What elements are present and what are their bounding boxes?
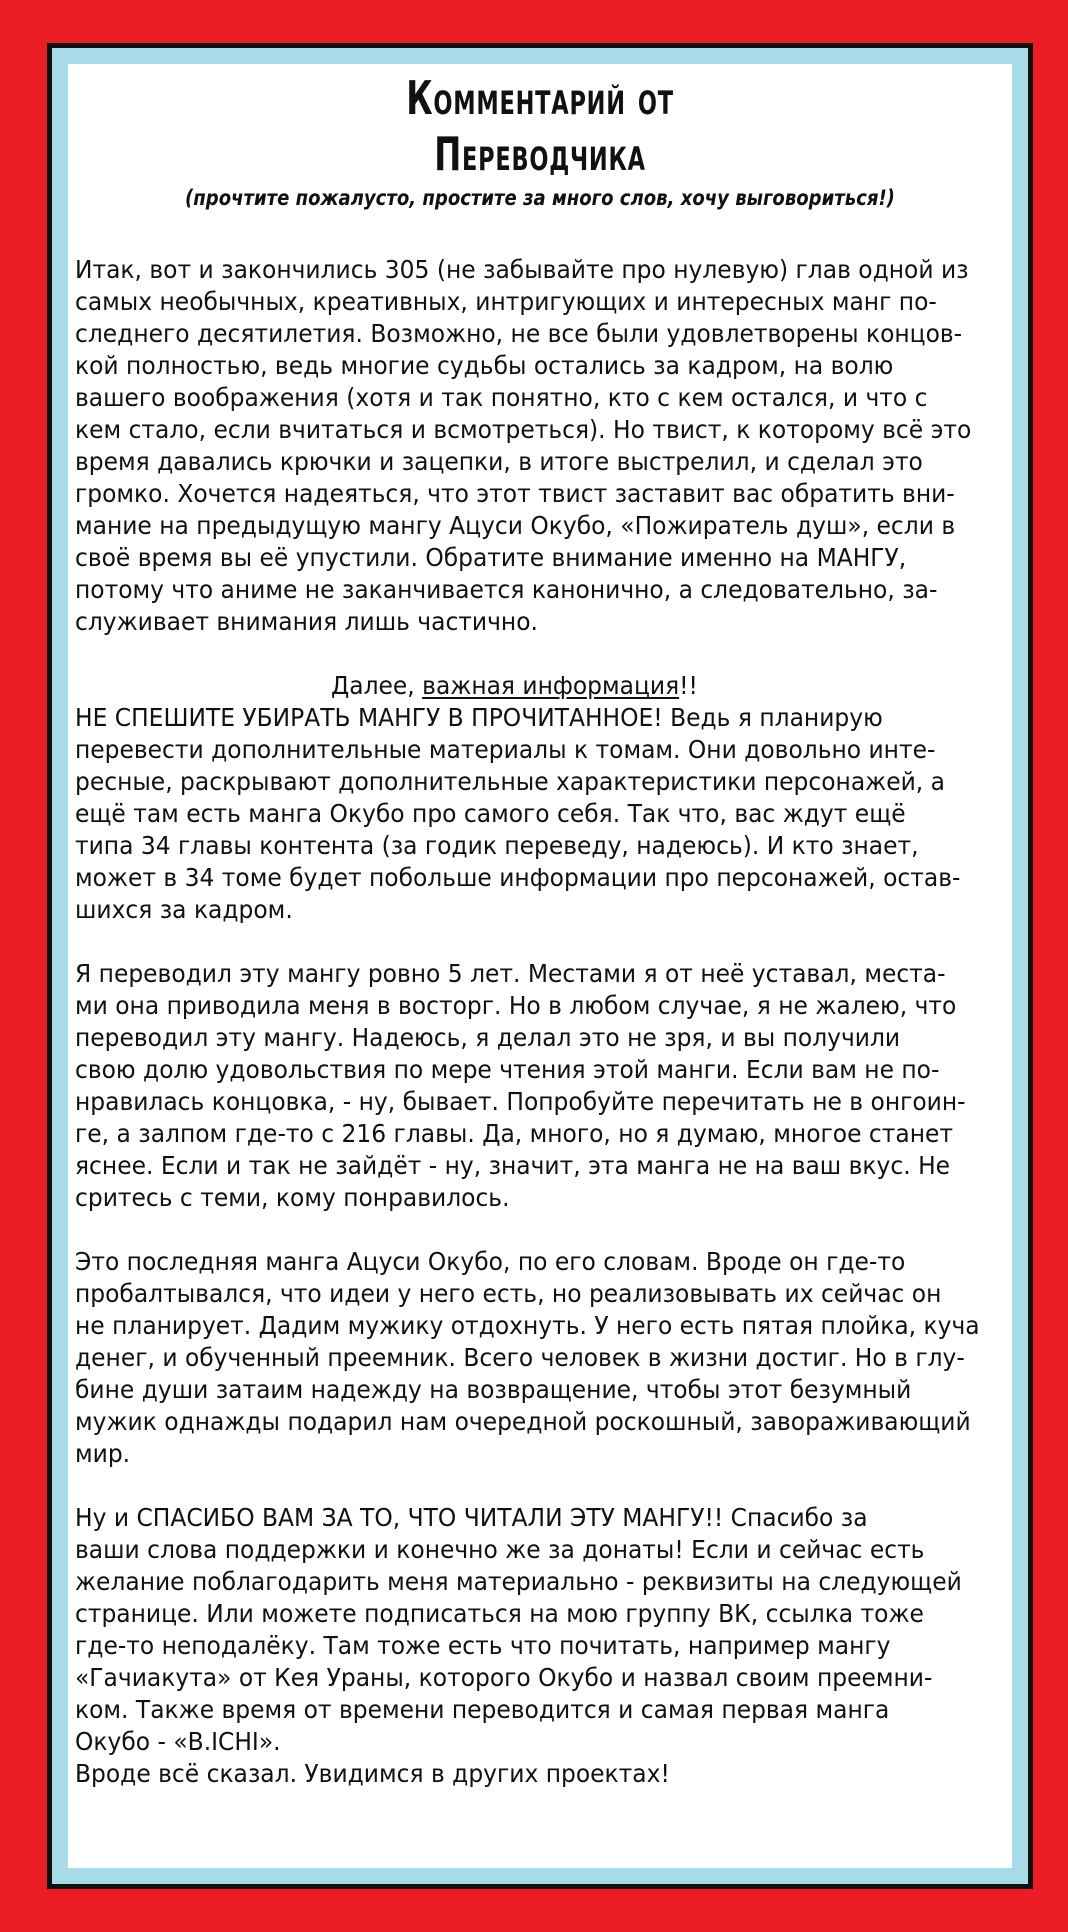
paragraph-1	[75, 254, 972, 638]
text-line: самых необычных, креативных, интригующих и интересных манг по-	[75, 287, 937, 316]
text-line: кем стало, если вчитаться и всмотреться). Но твист, к которому всё это	[75, 415, 972, 444]
text-line: своё время вы её упустили. Обратите внимание именно на МАНГУ,	[75, 543, 907, 572]
text-line: Это последняя манга Ацуси Окубо, по его словам. Вроде он где-то	[75, 1247, 906, 1276]
title-line-1: Комментарий от	[406, 71, 674, 125]
important-notice-line	[75, 670, 954, 702]
text-line: мание на предыдущую мангу Ацуси Окубо, «Пожиратель душ», если в	[75, 511, 956, 540]
text-line: «Гачиакута» от Кея Ураны, которого Окубо и назвал своим преемни-	[75, 1663, 933, 1692]
paragraph-4	[75, 1246, 980, 1470]
text-line: ресные, раскрывают дополнительные характеристики персонажей, а	[75, 767, 945, 796]
text-line: ещё там есть манга Окубо про самого себя. Так что, вас ждут ещё	[75, 799, 906, 828]
notice-prefix: Далее,	[331, 671, 423, 700]
paragraph-gap	[75, 638, 954, 670]
paragraph-3	[75, 958, 966, 1214]
text-line: шихся за кадром.	[75, 895, 293, 924]
text-line: вашего воображения (хотя и так понятно, кто с кем остался, и что с	[75, 383, 928, 412]
text-line: желание поблагодарить меня материально - реквизиты на следующей	[75, 1567, 962, 1596]
paragraph-5	[75, 1502, 962, 1790]
text-line: свою долю удовольствия по мере чтения этой манги. Если вам не по-	[75, 1055, 940, 1084]
text-line: Ну и СПАСИБО ВАМ ЗА ТО, ЧТО ЧИТАЛИ ЭТУ МАНГУ!! Спасибо за	[75, 1503, 868, 1532]
text-line: время давались крючки и зацепки, в итоге выстрелил, и сделал это	[75, 447, 923, 476]
comment-body	[75, 254, 980, 1790]
text-line: перевести дополнительные материалы к томам. Они довольно инте-	[75, 735, 936, 764]
text-line: пробалтывался, что идеи у него есть, но реализовывать их сейчас он	[75, 1279, 942, 1308]
paragraph-2	[75, 702, 961, 926]
text-line: сритесь с теми, кому понравилось.	[75, 1183, 510, 1212]
title-line-2: Переводчика	[434, 127, 646, 181]
comment-page	[68, 64, 1012, 1868]
text-line: Вроде всё сказал. Увидимся в других проектах!	[75, 1759, 670, 1788]
text-line: переводил эту мангу. Надеюсь, я делал это не зря, и вы получили	[75, 1023, 901, 1052]
text-line: громко. Хочется надеяться, что этот твист заставит вас обратить вни-	[75, 479, 955, 508]
text-line: ге, а залпом где-то с 216 главы. Да, много, но я думаю, многое станет	[75, 1119, 953, 1148]
text-line: бине души затаим надежду на возвращение, чтобы этот безумный	[75, 1375, 912, 1404]
paragraph-gap	[75, 1214, 954, 1246]
text-line: НЕ СПЕШИТЕ УБИРАТЬ МАНГУ В ПРОЧИТАННОЕ! Ведь я планирую	[75, 703, 883, 732]
important-info-link: важная информация	[422, 671, 680, 700]
page-title	[172, 70, 908, 182]
text-line: служивает внимания лишь частично.	[75, 607, 538, 636]
text-line: яснее. Если и так не зайдёт - ну, значит, эта манга не на ваш вкус. Не	[75, 1151, 951, 1180]
text-line: потому что аниме не заканчивается канонично, а следовательно, за-	[75, 575, 938, 604]
text-line: Итак, вот и закончились 305 (не забывайте про нулевую) глав одной из	[75, 255, 969, 284]
text-line: Окубо - «B.ICHI».	[75, 1727, 281, 1756]
text-line: может в 34 томе будет побольше информации про персонажей, остав-	[75, 863, 961, 892]
text-line: следнего десятилетия. Возможно, не все были удовлетворены концов-	[75, 319, 963, 348]
text-line: ком. Также время от времени переводится и самая первая манга	[75, 1695, 890, 1724]
text-line: кой полностью, ведь многие судьбы остались за кадром, на волю	[75, 351, 894, 380]
text-line: Я переводил эту мангу ровно 5 лет. Местами я от неё уставал, места-	[75, 959, 946, 988]
page-subtitle: (прочтите пожалусто, простите за много слов, хочу выговориться!)	[185, 186, 895, 210]
text-line: денег, и обученный преемник. Всего человек в жизни достиг. Но в глу-	[75, 1343, 965, 1372]
notice-suffix: !!	[679, 671, 698, 700]
text-line: странице. Или можете подписаться на мою группу ВК, ссылка тоже	[75, 1599, 924, 1628]
paragraph-gap	[75, 926, 954, 958]
text-line: не планирует. Дадим мужику отдохнуть. У него есть пятая плойка, куча	[75, 1311, 980, 1340]
text-line: нравилась концовка, - ну, бывает. Попробуйте перечитать не в онгоин-	[75, 1087, 966, 1116]
text-line: типа 34 главы контента (за годик переведу, надеюсь). И кто знает,	[75, 831, 919, 860]
text-line: мир.	[75, 1439, 131, 1468]
text-line: ми она приводила меня в восторг. Но в любом случае, я не жалею, что	[75, 991, 957, 1020]
text-line: мужик однажды подарил нам очередной роскошный, завораживающий	[75, 1407, 971, 1436]
text-line: ваши слова поддержки и конечно же за донаты! Если и сейчас есть	[75, 1535, 925, 1564]
text-line: где-то неподалёку. Там тоже есть что почитать, например мангу	[75, 1631, 891, 1660]
paragraph-gap	[75, 1470, 954, 1502]
